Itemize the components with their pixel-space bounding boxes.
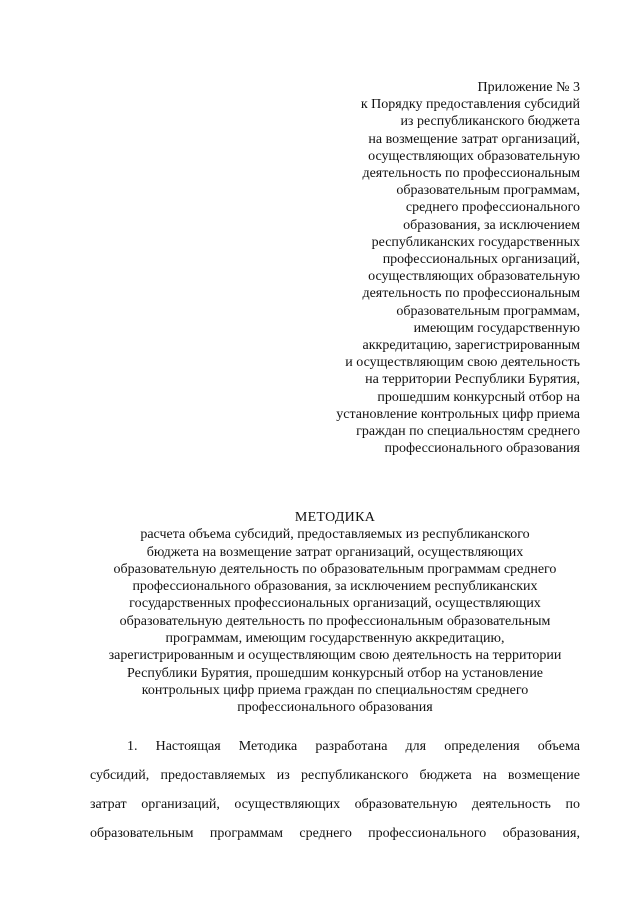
appendix-line: осуществляющих образовательную: [368, 269, 580, 285]
appendix-line: образовательным программам,: [396, 303, 580, 319]
paragraph-line: субсидий, предоставляемых из республиканского бюджета на возмещение: [90, 768, 580, 783]
appendix-header: [280, 79, 580, 457]
appendix-line: прошедшим конкурсный отбор на: [377, 389, 580, 405]
appendix-line: имеющим государственную: [413, 320, 580, 336]
appendix-line: деятельность по профессиональным: [362, 166, 580, 182]
subtitle-line: профессионального образования, за исключением республиканских: [132, 579, 538, 595]
paragraph-line: образовательным программам среднего профессионального образования,: [90, 826, 580, 841]
subtitle-line: зарегистрированным и осуществляющим свою деятельность на территории: [108, 648, 562, 664]
subtitle-line: профессионального образования: [237, 700, 433, 716]
appendix-line: профессиональных организаций,: [382, 252, 580, 268]
appendix-line: граждан по специальностям среднего: [356, 424, 580, 440]
appendix-line: республиканских государственных: [371, 234, 580, 250]
subtitle-line: образовательную деятельность по профессиональным образовательным: [119, 613, 551, 629]
appendix-line: деятельность по профессиональным: [362, 286, 580, 302]
subtitle-line: Республики Бурятия, прошедшим конкурсный отбор на установление: [126, 665, 544, 681]
subtitle-line: бюджета на возмещение затрат организаций, осуществляющих: [146, 544, 524, 560]
appendix-line: среднего профессионального: [405, 200, 580, 216]
appendix-line: осуществляющих образовательную: [368, 148, 580, 164]
appendix-line: и осуществляющим свою деятельность: [345, 355, 580, 371]
appendix-line: на возмещение затрат организаций,: [368, 131, 580, 147]
appendix-line: Приложение № 3: [477, 80, 580, 95]
subtitle-line: расчета объема субсидий, предоставляемых из республиканского: [140, 527, 530, 543]
page-title: МЕТОДИКА: [294, 510, 376, 525]
body-paragraph: [90, 736, 580, 852]
appendix-line: аккредитацию, зарегистрированным: [362, 338, 580, 354]
subtitle-line: государственных профессиональных организаций, осуществляющих: [129, 596, 541, 612]
appendix-line: образовательным программам,: [396, 183, 580, 199]
subtitle-line: программам, имеющим государственную аккредитацию,: [165, 631, 505, 647]
document-title: [60, 509, 610, 717]
paragraph-line: 1. Настоящая Методика разработана для определения объема: [127, 739, 580, 754]
appendix-line: к Порядку предоставления субсидий: [360, 97, 580, 113]
appendix-line: установление контрольных цифр приема: [336, 406, 580, 422]
paragraph-line: затрат организаций, осуществляющих образовательную деятельность по: [90, 797, 580, 812]
appendix-line: из республиканского бюджета: [400, 114, 580, 130]
appendix-line: образования, за исключением: [403, 217, 580, 233]
appendix-line: профессионального образования: [384, 441, 580, 457]
subtitle-line: контрольных цифр приема граждан по специальностям среднего: [141, 682, 529, 698]
subtitle-line: образовательную деятельность по образовательным программам среднего: [113, 561, 557, 577]
appendix-line: на территории Республики Бурятия,: [365, 372, 580, 388]
